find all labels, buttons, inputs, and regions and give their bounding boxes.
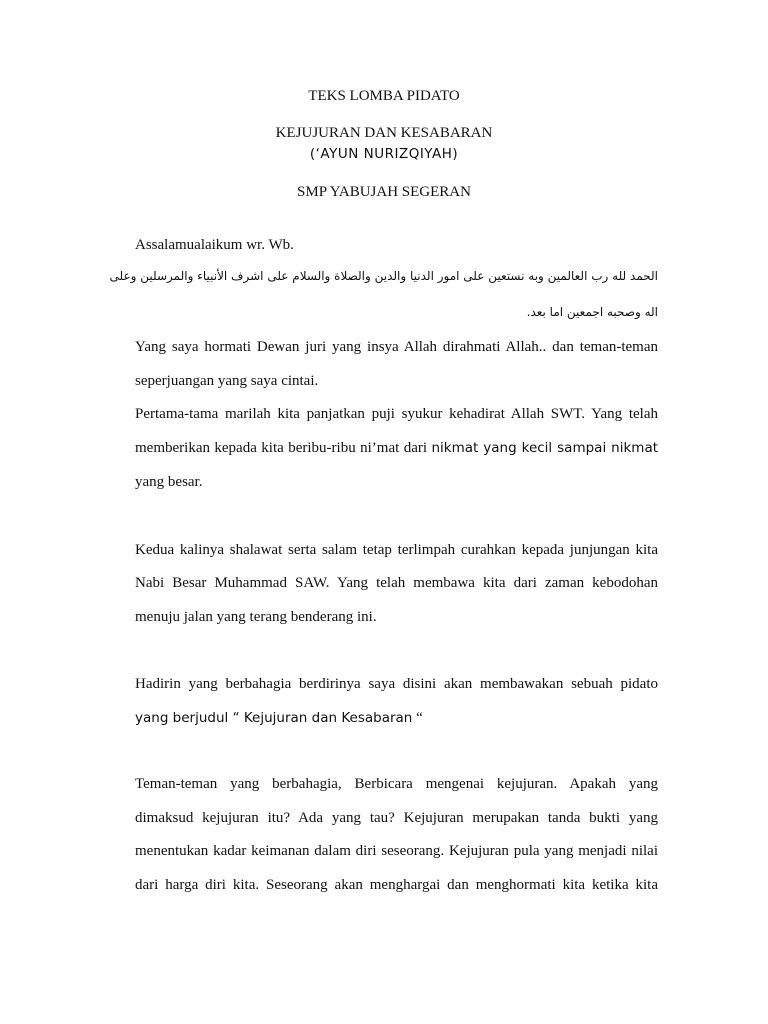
paragraph-5-line-3: menentukan kadar keimanan dalam diri seseorang. Kejujuran pula yang menjadi nilai: [135, 843, 658, 859]
paragraph-5-line-1: Teman-teman yang berbahagia, Berbicara mengenai kejujuran. Apakah yang: [135, 776, 658, 792]
paragraph-2-line-2-start: memberikan kepada kita beribu-ribu ni’mat dari: [135, 440, 432, 456]
paragraph-4-line-1: Hadirin yang berbahagia berdirinya saya disini akan membawakan sebuah pidato: [135, 676, 658, 692]
paragraph-4-line-2-end: “: [412, 710, 423, 726]
paragraph-4-line-2-start: yang berjudul “: [135, 710, 244, 726]
paragraph-3-line-3: menuju jalan yang terang benderang ini.: [135, 609, 377, 625]
paragraph-3-line-2: Nabi Besar Muhammad SAW. Yang telah membawa kita dari zaman kebodohan: [135, 575, 658, 591]
paragraph-3-line-1: Kedua kalinya shalawat serta salam tetap terlimpah curahkan kepada junjungan kita: [135, 542, 658, 558]
paragraph-2-line-3: yang besar.: [135, 474, 203, 490]
paragraph-2-line-2: [135, 438, 658, 458]
arabic-opening-line-2: اله وصحبه اجمعين اما بعد.: [526, 305, 658, 319]
paragraph-2-line-1: Pertama-tama marilah kita panjatkan puji syukur kehadirat Allah SWT. Yang telah: [135, 406, 658, 422]
paragraph-1-line-1: Yang saya hormati Dewan juri yang insya Allah dirahmati Allah.. dan teman-teman: [135, 339, 658, 355]
paragraph-1-line-2: seperjuangan yang saya cintai.: [135, 373, 319, 389]
paragraph-5-line-4: dari harga diri kita. Seseorang akan menghargai dan menghormati kita ketika kita: [135, 877, 658, 893]
greeting: Assalamualaikum wr. Wb.: [135, 237, 294, 253]
author-name: (‘AYUN NURIZQIYAH): [309, 146, 459, 162]
speech-topic: KEJUJURAN DAN KESABARAN: [275, 125, 493, 141]
paragraph-4-line-2: [135, 708, 658, 728]
document-title: TEKS LOMBA PIDATO: [308, 88, 460, 104]
arabic-opening-line-1: الحمد لله رب العالمين وبه نستعين على امور الدنيا والدين والصلاة والسلام على اشرف الأنبياء والمرسلين وعلى: [109, 269, 658, 283]
paragraph-5-line-2: dimaksud kejujuran itu? Ada yang tau? Kejujuran merupakan tanda bukti yang: [135, 810, 658, 826]
speech-title-quote: Kejujuran dan Kesabaran: [243, 710, 413, 726]
paragraph-2-line-2-end: nikmat yang kecil sampai nikmat: [431, 440, 659, 456]
school-name: SMP YABUJAH SEGERAN: [297, 184, 471, 200]
